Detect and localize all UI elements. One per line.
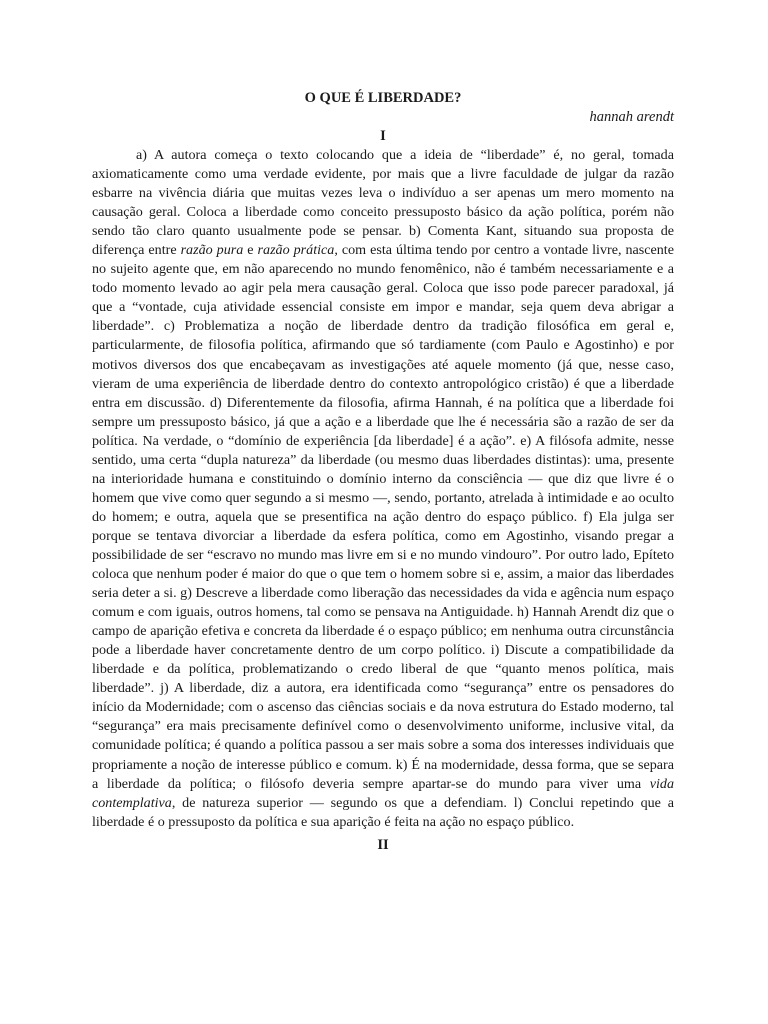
section-heading-2: II [377,836,389,853]
document-title: O QUE É LIBERDADE? [304,90,462,106]
term-contemplative-life: vida contemplativa [92,775,674,811]
term-practical-reason: razão prática [257,242,335,259]
term-pure-reason: razão pura [180,242,244,259]
paragraph-text: , de natureza superior — segundo os que a defendiam. l) Conclui repetindo que a liberdade é o pressuposto da política e sua aparição é feita na ação no espaço público. [92,794,674,830]
paragraph-text: , com esta última tendo por centro a vontade livre, nascente no sujeito agente que, em não aparecendo no mundo fenomênico, não é também necessariamente e a todo momento levado ao agir pela mera causação geral. Coloca que isso pode parecer paradoxal, já que a “vontade, cuja atividade essencial consiste em impor e mandar, seja quem deva abrigar a liberdade”. c) Problematiza a noção de liberdade dentro da tradição filosófica em geral e, particularmente, de filosofia política, afirmando que só tardiamente (com Paulo e Agostinho) e por motivos diversos dos que encabeçavam as investigações até aquele momento (já que, nesse caso, vieram de uma experiência de liberdade dentro do contexto antropológico cristão) é que a liberdade entra em discussão. d) Diferentemente da filosofia, afirma Hannah, é na política que a liberdade foi sempre um pressuposto básico, já que a ação e a liberdade que lhe é necessária são a razão de ser da política. Na verdade, o “domínio de experiência [da liberdade] é a ação”. e) A filósofa admite, nesse sentido, uma certa “dupla natureza” da liberdade (ou mesmo duas liberdades distintas): uma, presente na interioridade humana e constituindo o domínio interno da consciência — que diz que livre é o homem que vive como quer segundo a si mesmo —, sendo, portanto, atrelada à intimidade e ao oculto do homem; e outra, aquela que se presentifica na ação dentro do espaço público. f) Ela julga ser porque se tentava divorciar a liberdade da esfera política, como em Agostinho, visando pregar a possibilidade de ser “escravo no mundo mas livre em si e no mundo vindouro”. Por outro lado, Epíteto coloca que nenhum poder é maior do que o que tem o homem sobre si e, assim, a maior das liberdades seria deter a si. g) Descreve a liberdade como liberação das necessidades da vida e agência num espaço comum e com iguais, outros homens, tal como se pensava na Antiguidade. h) Hannah Arendt diz que o campo de aparição efetiva e concreta da liberdade é o espaço público; em nenhuma outra circunstância pode a liberdade haver concretamente dentro de um corpo político. i) Discute a compatibilidade da liberdade e da política, problematizando o credo liberal de que “quanto menos política, mais liberdade”. j) A liberdade, diz a autora, era identificada como “segurança” entre os pensadores do início da Modernidade; com o ascenso das ciências sociais e da nova estrutura do Estado moderno, tal “segurança” era mais precisamente definível como o desenvolvimento uniforme, inclusive vital, da comunidade política; é quando a política passou a ser mais sobre a soma dos interesses individuais que propriamente a noção de interesse público e comum. k) É na modernidade, dessa forma, que se separa a liberdade da política; o filósofo deveria sempre apartar-se do mundo para viver uma [92,242,674,792]
document-page [92,88,674,855]
body-paragraph [92,146,674,832]
author-name: hannah arendt [589,109,674,125]
paragraph-text: e [243,242,258,259]
section-heading-1: I [380,128,386,144]
paragraph-text: a) A autora começa o texto colocando que a ideia de “liberdade” é, no geral, tomada axiomaticamente como uma verdade evidente, por mais que a livre faculdade de julgar da razão esbarre na vivência diária que muitas vezes leva o indivíduo a ser apenas um mero momento na causação geral. Coloca a liberdade como conceito pressuposto básico da ação política, porém não sendo tão claro quanto usualmente pode se pensar. b) Comenta Kant, situando sua proposta de diferença entre [92,147,674,259]
